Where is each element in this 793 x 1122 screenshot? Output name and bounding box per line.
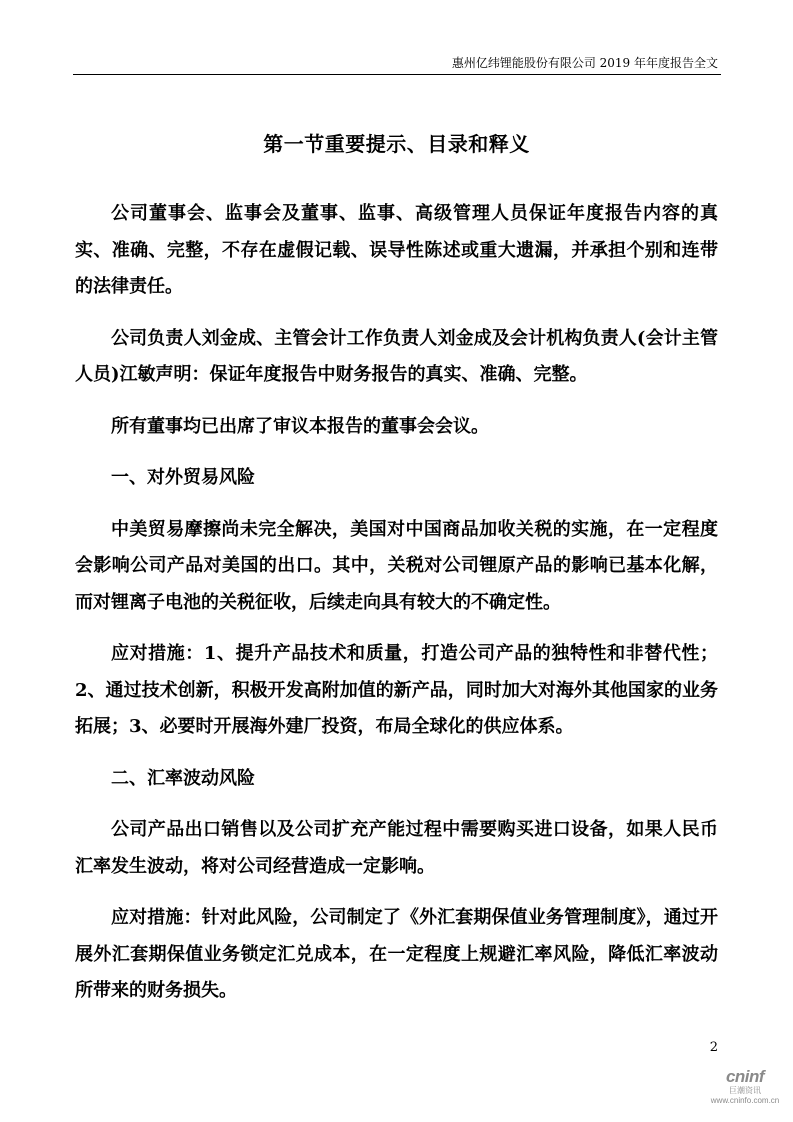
cninfo-logo: [700, 1068, 790, 1114]
paragraph-responsible-persons: 公司负责人刘金成、主管会计工作负责人刘金成及会计机构负责人(会计主管人员)江敏声明：保证年度报告中财务报告的真实、准确、完整。: [75, 327, 718, 385]
paragraph-exchange-risk: 公司产品出口销售以及公司扩充产能过程中需要购买进口设备，如果人民币汇率发生波动，将对公司经营造成一定影响。: [75, 819, 718, 877]
paragraph-trade-risk: 中美贸易摩擦尚未完全解决，美国对中国商品加收关税的实施，在一定程度会影响公司产品对美国的出口。其中，关税对公司锂原产品的影响已基本化解，而对锂离子电池的关税征收，后续走向具有较大的不确定性。: [75, 518, 718, 613]
section-title: 第一节重要提示、目录和释义: [263, 132, 530, 156]
paragraph-trade-measures: 应对措施：1、提升产品技术和质量，打造公司产品的独特性和非替代性；2、通过技术创新，积极开发高附加值的新产品，同时加大对海外其他国家的业务拓展；3、必要时开展海外建厂投资，布局全球化的供应体系。: [75, 643, 718, 737]
document-body: [75, 196, 718, 1025]
report-header: 惠州亿纬锂能股份有限公司 2019 年年度报告全文: [451, 56, 718, 70]
logo-brand: cninf: [725, 1067, 765, 1086]
paragraph-board-guarantee: 公司董事会、监事会及董事、监事、高级管理人员保证年度报告内容的真实、准确、完整，不存在虚假记载、误导性陈述或重大遗漏，并承担个别和连带的法律责任。: [75, 203, 718, 297]
paragraph-exchange-measures: 应对措施：针对此风险，公司制定了《外汇套期保值业务管理制度》，通过开展外汇套期保值业务锁定汇兑成本，在一定程度上规避汇率风险，降低汇率波动所带来的财务损失。: [75, 907, 718, 1001]
page-number: 2: [709, 1040, 718, 1055]
paragraph-board-attendance: 所有董事均已出席了审议本报告的董事会会议。: [111, 415, 489, 437]
header-divider: [73, 74, 721, 75]
heading-exchange-risk: 二、汇率波动风险: [111, 767, 255, 789]
logo-cn-name: 巨潮资讯: [729, 1086, 761, 1095]
heading-trade-risk: 一、对外贸易风险: [111, 467, 255, 488]
logo-url: www.cninfo.com.cn: [710, 1096, 780, 1105]
